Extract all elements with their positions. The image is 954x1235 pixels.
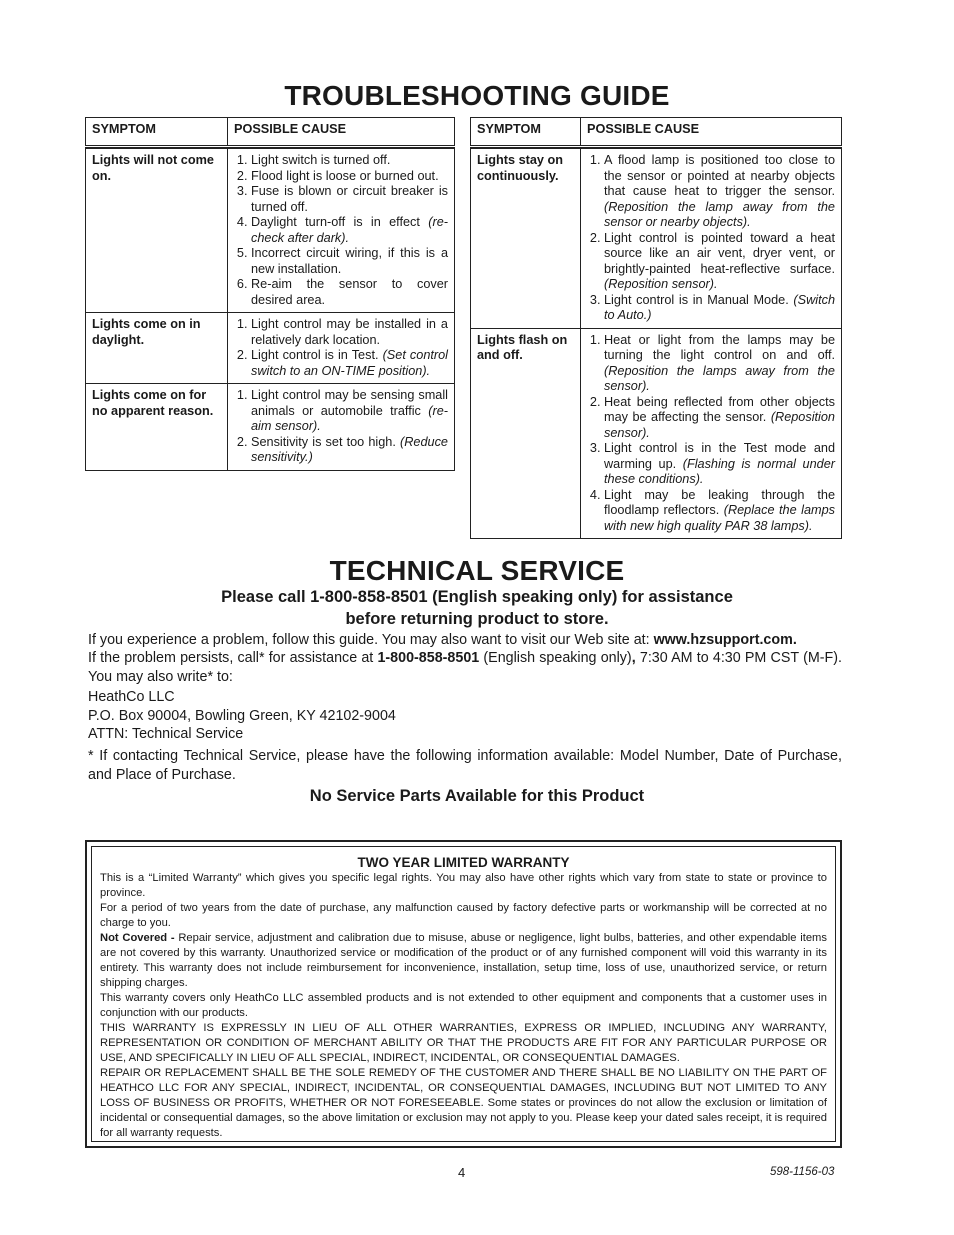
page-number: 4 [458, 1165, 466, 1180]
call-paragraph: If the problem persists, call* for assistance at 1-800-858-8501 (English speaking only), 7:30 AM to 4:30 PM CST (M-F). You may also write* to: [88, 650, 842, 685]
warranty-box [85, 840, 842, 1148]
cause-item: 3. Light control is in the Test mode and warming up. (Flashing is normal under these conditions). [604, 441, 835, 488]
address-line: HeathCo LLC [88, 689, 175, 705]
cause-cell [581, 328, 842, 539]
cause-header: POSSIBLE CAUSE [228, 118, 455, 147]
table-row [86, 384, 455, 471]
no-parts-notice: No Service Parts Available for this Product [309, 787, 645, 805]
cause-list [587, 153, 835, 324]
cause-cell [228, 149, 455, 313]
symptom-cell: Lights will not come on. [86, 149, 228, 313]
address-line: ATTN: Technical Service [88, 726, 244, 742]
symptom-header: SYMPTOM [471, 118, 581, 147]
symptom-header: SYMPTOM [86, 118, 228, 147]
cause-item: 4. Daylight turn-off is in effect (re-check after dark). [251, 215, 448, 246]
cause-list [234, 388, 448, 466]
table-row [86, 149, 455, 313]
cause-item: 1. Heat or light from the lamps may be turning the light control on and off. (Reposition the lamps away from the sensor). [604, 333, 835, 395]
cause-cell [228, 313, 455, 384]
symptom-cell: Lights come on for no apparent reason. [86, 384, 228, 471]
cause-header: POSSIBLE CAUSE [581, 118, 842, 147]
cause-item: 6. Re-aim the sensor to cover desired area. [251, 277, 448, 308]
technical-service-title: TECHNICAL SERVICE [329, 555, 625, 586]
warranty-paragraph: For a period of two years from the date of purchase, any malfunction caused by factory defective parts or workmanship will be corrected at no charge to you. [100, 902, 827, 929]
warranty-paragraph: This warranty covers only HeathCo LLC assembled products and is not extended to other equipment and components that a customer uses in conjunction with our products. [100, 992, 827, 1019]
table-row [471, 149, 842, 329]
symptom-cell: Lights come on in daylight. [86, 313, 228, 384]
call-line-1: Please call 1-800-858-8501 (English speaking only) for assistance [221, 588, 733, 606]
cause-list [234, 153, 448, 308]
document-number: 598-1156-03 [770, 1166, 835, 1178]
call-line-2: before returning product to store. [345, 610, 609, 628]
symptom-cell: Lights flash on and off. [471, 328, 581, 539]
cause-item: 2. Sensitivity is set too high. (Reduce sensitivity.) [251, 435, 448, 466]
footnote-paragraph: * If contacting Technical Service, please have the following information available: Model Number, Date of Purchase, and Place of Purchase. [88, 748, 842, 783]
cause-item: 2. Heat being reflected from other objects may be affecting the sensor. (Reposition sensor). [604, 395, 835, 442]
phone-number: 1-800-858-8501 [377, 650, 480, 666]
website-link[interactable]: www.hzsupport.com. [653, 632, 797, 648]
cause-item: 3. Light control is in Manual Mode. (Switch to Auto.) [604, 293, 835, 324]
intro-paragraph: If you experience a problem, follow this guide. You may also want to visit our Web site at: www.hzsupport.com. [88, 632, 797, 648]
table-row [471, 328, 842, 539]
not-covered-label: Not Covered - [100, 932, 175, 944]
warranty-paragraph: Not Covered - Repair service, adjustment and calibration due to misuse, abuse or negligence, light bulbs, batteries, and other expendable items are not covered by this warranty. Unauthorized service or modification of the product or of any furnished component will void this warranty in its entirety. This warranty does not include reimbursement for inconvenience, installation, setup time, loss of use, unauthorized service, or return shipping charges. [100, 932, 827, 989]
table-header-row [86, 118, 455, 147]
troubleshooting-table-left [85, 117, 455, 471]
table-row [86, 313, 455, 384]
cause-item: 3. Fuse is blown or circuit breaker is turned off. [251, 184, 448, 215]
warranty-paragraph: This is a “Limited Warranty” which gives you specific legal rights. You may also have other rights which vary from state to state or province to province. [100, 872, 827, 899]
warranty-paragraph: REPAIR OR REPLACEMENT SHALL BE THE SOLE REMEDY OF THE CUSTOMER AND THERE SHALL BE NO LIABILITY ON THE PART OF HEATHCO LLC FOR ANY SPECIAL, INDIRECT, INCIDENTAL, OR CONSEQUENTIAL DAMAGES, INCLUDING BUT NOT LIMITED TO ANY LOSS OF BUSINESS OR PROFITS, WHETHER OR NOT FORESEEABLE. Some states or provinces do not allow the exclusion or limitation of incidental or consequential damages, so the above limitation or exclusion may not apply to you. Please keep your dated sales receipt, it is required for all warranty requests. [100, 1067, 827, 1139]
cause-item: 5. Incorrect circuit wiring, if this is a new installation. [251, 246, 448, 277]
warranty-title: TWO YEAR LIMITED WARRANTY [357, 855, 570, 870]
cause-item: 1. A flood lamp is positioned too close to the sensor or pointed at nearby objects that cause heat to trigger the sensor. (Reposition the lamp away from the sensor or nearby objects). [604, 153, 835, 231]
warranty-content [91, 846, 836, 1142]
troubleshooting-title: TROUBLESHOOTING GUIDE [284, 80, 670, 111]
cause-item: 2. Light control is in Test. (Set control switch to an ON-TIME position). [251, 348, 448, 379]
troubleshooting-table-right [470, 117, 842, 539]
cause-item: 4. Light may be leaking through the floodlamp reflectors. (Replace the lamps with new high quality PAR 38 lamps). [604, 488, 835, 535]
cause-list [587, 333, 835, 535]
cause-cell [228, 384, 455, 471]
warranty-paragraph: THIS WARRANTY IS EXPRESSLY IN LIEU OF ALL OTHER WARRANTIES, EXPRESS OR IMPLIED, INCLUDING ANY WARRANTY, REPRESENTATION OR CONDITION OF MERCHANT ABILITY OR THAT THE PRODUCTS ARE FIT FOR ANY PARTICULAR PURPOSE OR USE, AND SPECIFICALLY IN LIEU OF ALL SPECIAL, INDIRECT, INCIDENTAL, OR CONSEQUENTIAL DAMAGES. [100, 1022, 827, 1064]
cause-cell [581, 149, 842, 329]
cause-item: 2. Flood light is loose or burned out. [251, 169, 448, 185]
cause-item: 2. Light control is pointed toward a heat source like an air vent, dryer vent, or brightly-painted heat-reflective surface. (Reposition sensor). [604, 231, 835, 293]
cause-item: 1. Light control may be installed in a relatively dark location. [251, 317, 448, 348]
cause-item: 1. Light switch is turned off. [251, 153, 448, 169]
symptom-cell: Lights stay on continuously. [471, 149, 581, 329]
cause-list [234, 317, 448, 379]
address-line: P.O. Box 90004, Bowling Green, KY 42102-9004 [88, 708, 396, 724]
cause-item: 1. Light control may be sensing small animals or automobile traffic (re-aim sensor). [251, 388, 448, 435]
table-header-row [471, 118, 842, 147]
